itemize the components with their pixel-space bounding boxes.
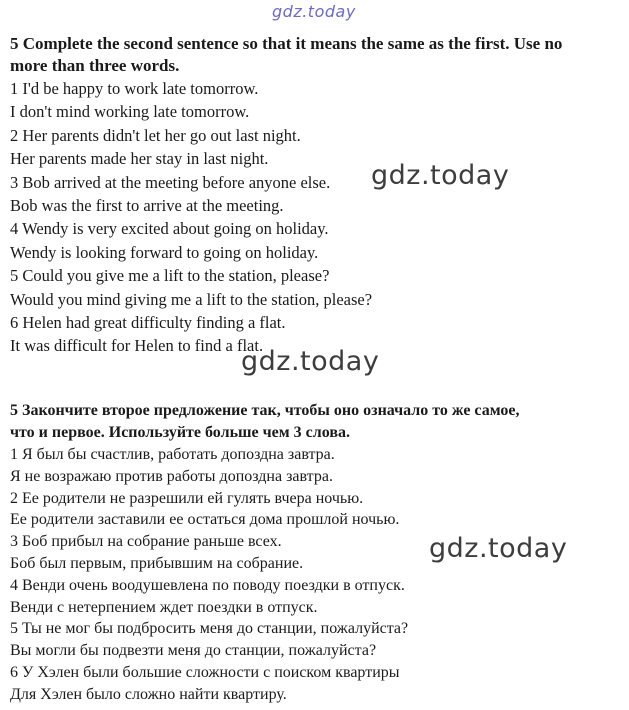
english-line: Her parents made her stay in last night.	[10, 149, 269, 169]
english-exercise	[10, 33, 620, 358]
english-line: Wendy is looking forward to going on holiday.	[10, 242, 319, 262]
russian-line: 1 Я был бы счастлив, работать допоздна завтра.	[10, 446, 335, 463]
english-line: 6 Helen had great difficulty finding a flat.	[10, 313, 286, 333]
russian-line: Боб был первым, прибывшим на собрание.	[10, 554, 304, 572]
russian-line: 4 Венди очень воодушевлена по поводу поездки в отпуск.	[10, 576, 405, 594]
russian-line: Вы могли бы подвезти меня до станции, пожалуйста?	[10, 642, 377, 660]
english-line: 1 I'd be happy to work late tomorrow.	[10, 79, 259, 98]
russian-line: Венди с нетерпением ждет поездки в отпуск.	[10, 598, 318, 616]
russian-heading-line-2: что и первое. Используйте больше чем 3 слова.	[10, 424, 350, 441]
english-line: I don't mind working late tomorrow.	[10, 102, 250, 122]
english-line: 5 Could you give me a lift to the station, please?	[10, 266, 330, 286]
english-line: It was difficult for Helen to find a flat.	[10, 336, 264, 356]
russian-line: Ее родители заставили ее остаться дома прошлой ночью.	[10, 511, 400, 529]
russian-line: 5 Ты не мог бы подбросить меня до станции, пожалуйста?	[10, 620, 409, 638]
english-line: 2 Her parents didn't let her go out last night.	[10, 125, 301, 145]
watermark-middle-3: gdz.today	[429, 533, 568, 564]
english-heading-line-2: more than three words.	[10, 56, 180, 75]
watermark-middle-1: gdz.today	[371, 160, 510, 191]
russian-heading-line-1: 5 Закончите второе предложение так, чтобы оно означало то же самое,	[10, 402, 520, 419]
watermark-middle-2: gdz.today	[241, 346, 380, 377]
english-heading-line-1: 5 Complete the second sentence so that it means the same as the first. Use no	[10, 34, 563, 53]
english-line: 4 Wendy is very excited about going on holiday.	[10, 219, 329, 239]
russian-line: 6 У Хэлен были большие сложности с поиском квартиры	[10, 663, 400, 681]
watermark-top: gdz.today	[272, 2, 356, 21]
english-line: Bob was the first to arrive at the meeting.	[10, 196, 284, 216]
english-line: 3 Bob arrived at the meeting before anyone else.	[10, 172, 331, 192]
english-line: Would you mind giving me a lift to the station, please?	[10, 289, 373, 309]
russian-line: 2 Ее родители не разрешили ей гулять вчера ночью.	[10, 489, 364, 507]
russian-line: Для Хэлен было сложно найти квартиру.	[10, 685, 287, 703]
russian-line: Я не возражаю против работы допоздна завтра.	[10, 467, 333, 485]
russian-line: 3 Боб прибыл на собрание раньше всех.	[10, 533, 282, 551]
